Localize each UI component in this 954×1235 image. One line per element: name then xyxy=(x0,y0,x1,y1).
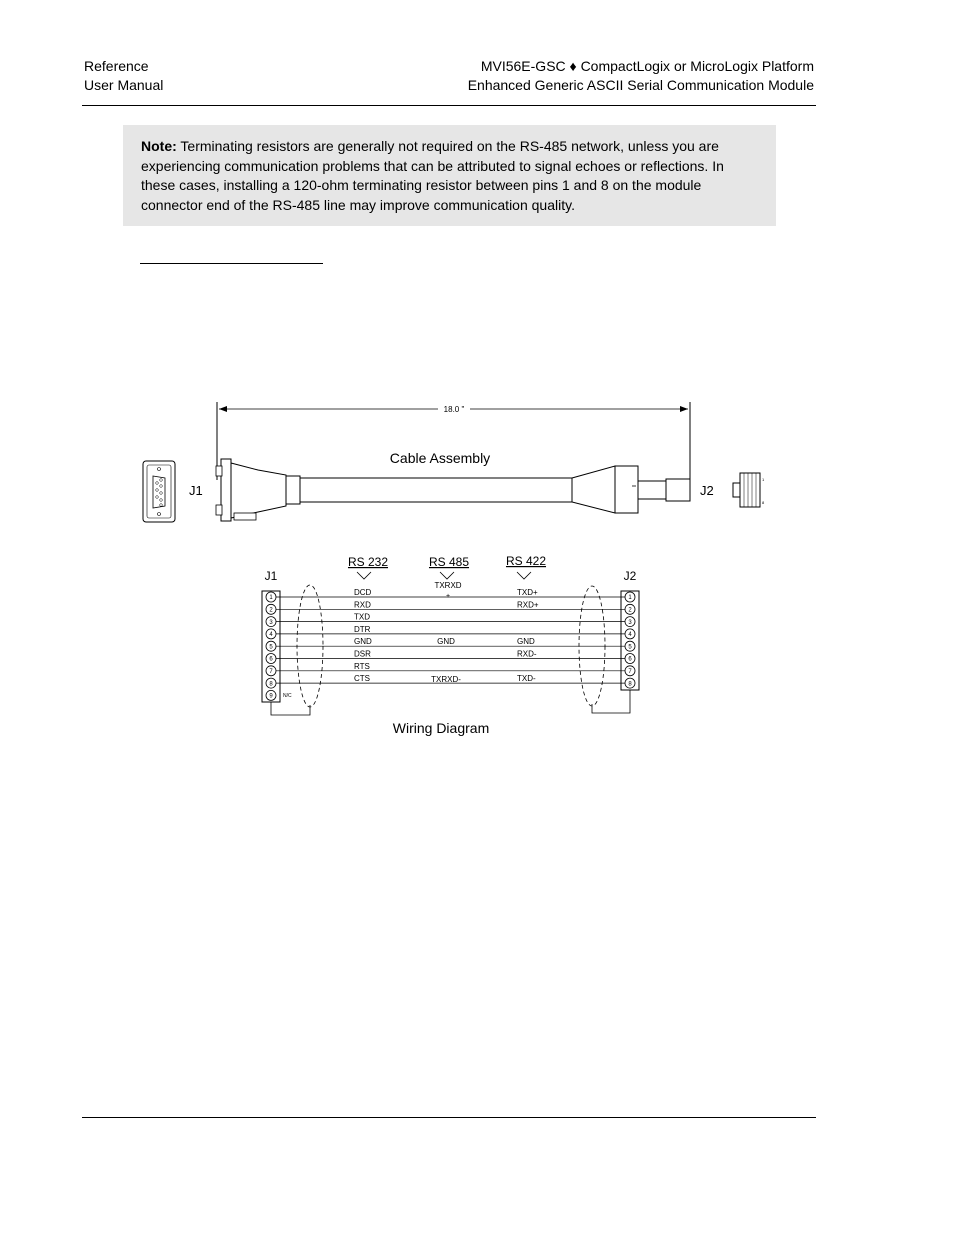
cable-j2-label: J2 xyxy=(700,483,714,498)
nc-label: N/C xyxy=(283,693,292,699)
note-text: Terminating resistors are generally not required on the RS-485 network, unless you are experiencing communication problems that can be attributed to signal echoes or reflections. In these cases, installing a 120-ohm terminating resistor between pins 1 and 8 on the module connector end of the RS-485 line may improve communication quality. xyxy=(141,138,724,214)
rs485-signal-label: TXRXD- xyxy=(431,675,461,685)
svg-text:8: 8 xyxy=(762,500,765,505)
rs232-signal-label: CTS xyxy=(354,674,370,684)
j1-pin-number: 6 xyxy=(269,656,273,663)
cable-assembly-title: Cable Assembly xyxy=(389,450,491,466)
rs422-signal-label: TXD+ xyxy=(517,588,538,597)
col-rs422-label: RS 422 xyxy=(505,554,547,568)
db9-connector-icon xyxy=(216,459,300,521)
j2-pin-number: 3 xyxy=(628,619,632,626)
footer-rule xyxy=(82,1117,816,1118)
rs422-signal-label: RXD+ xyxy=(517,600,539,610)
db9-face-icon xyxy=(143,461,175,522)
j1-pin-number: 8 xyxy=(269,681,273,688)
j2-pin-number: 1 xyxy=(628,595,632,602)
cable-j1-label: J1 xyxy=(189,483,203,498)
note-label: Note: xyxy=(141,138,177,154)
header-module: Enhanced Generic ASCII Serial Communication Module xyxy=(467,77,814,93)
rs422-signal-label: GND xyxy=(517,637,535,647)
wiring-j1-label: J1 xyxy=(264,569,278,583)
rs485-txrxd-label: TXRXD xyxy=(434,581,462,590)
j2-pin-number: 2 xyxy=(628,607,632,614)
j1-pin-number: 1 xyxy=(269,595,273,602)
j1-pins xyxy=(266,592,276,700)
j2-pin-number: 7 xyxy=(628,669,632,675)
j1-pin-number: 2 xyxy=(269,607,273,614)
rs232-signal-label: GND xyxy=(354,637,372,647)
j2-pin-number: 6 xyxy=(628,656,632,663)
section-underline xyxy=(140,263,323,264)
rj45-face-icon xyxy=(733,473,765,507)
note-box xyxy=(123,125,776,226)
j1-pin-number: 7 xyxy=(269,669,273,675)
j1-pin-number: 3 xyxy=(269,619,273,626)
rs485-signal-label: GND xyxy=(437,637,455,647)
cable-length-label: 18.0 " xyxy=(443,405,465,414)
rj45-connector-icon xyxy=(572,466,690,513)
j2-pin-number: 8 xyxy=(628,681,632,688)
wires xyxy=(276,588,625,684)
rs232-signal-label: TXD xyxy=(354,612,370,622)
cable-assembly-figure xyxy=(0,390,954,530)
cable-body xyxy=(300,478,572,502)
chevron-down-icon xyxy=(517,572,531,579)
wiring-diagram xyxy=(0,545,954,745)
header-section: Reference xyxy=(84,58,149,74)
rs232-signal-label: DSR xyxy=(354,649,371,659)
header-left xyxy=(84,57,163,95)
header-right xyxy=(468,57,814,95)
col-rs232-label: RS 232 xyxy=(347,555,389,569)
rs422-signal-label: TXD- xyxy=(517,674,536,684)
rs232-signal-label: RXD xyxy=(354,600,371,610)
rs485-plus-label: + xyxy=(445,593,451,600)
rs232-signal-label: RTS xyxy=(354,661,370,671)
j1-pin-number: 9 xyxy=(269,693,273,700)
rs422-signal-label: RXD- xyxy=(517,649,537,659)
rs232-signal-label: DCD xyxy=(354,588,372,597)
j1-pin-number: 4 xyxy=(269,632,273,639)
svg-text:1: 1 xyxy=(762,477,765,482)
j2-pin-number: 5 xyxy=(628,644,632,651)
wiring-j2-label: J2 xyxy=(623,569,637,583)
drain-j1 xyxy=(271,702,310,715)
chevron-down-icon xyxy=(440,572,454,579)
wiring-diagram-title: Wiring Diagram xyxy=(392,720,490,736)
header-doc-type: User Manual xyxy=(84,77,164,93)
j2-pin-number: 4 xyxy=(628,632,632,639)
j1-pin-number: 5 xyxy=(269,644,273,651)
col-rs485-label: RS 485 xyxy=(428,555,470,569)
rs232-signal-label: DTR xyxy=(354,624,371,634)
drain-j2 xyxy=(592,690,630,713)
header-rule xyxy=(82,105,816,106)
header-product: MVI56E-GSC ♦ CompactLogix or MicroLogix Platform xyxy=(480,58,814,74)
chevron-down-icon xyxy=(357,572,371,579)
